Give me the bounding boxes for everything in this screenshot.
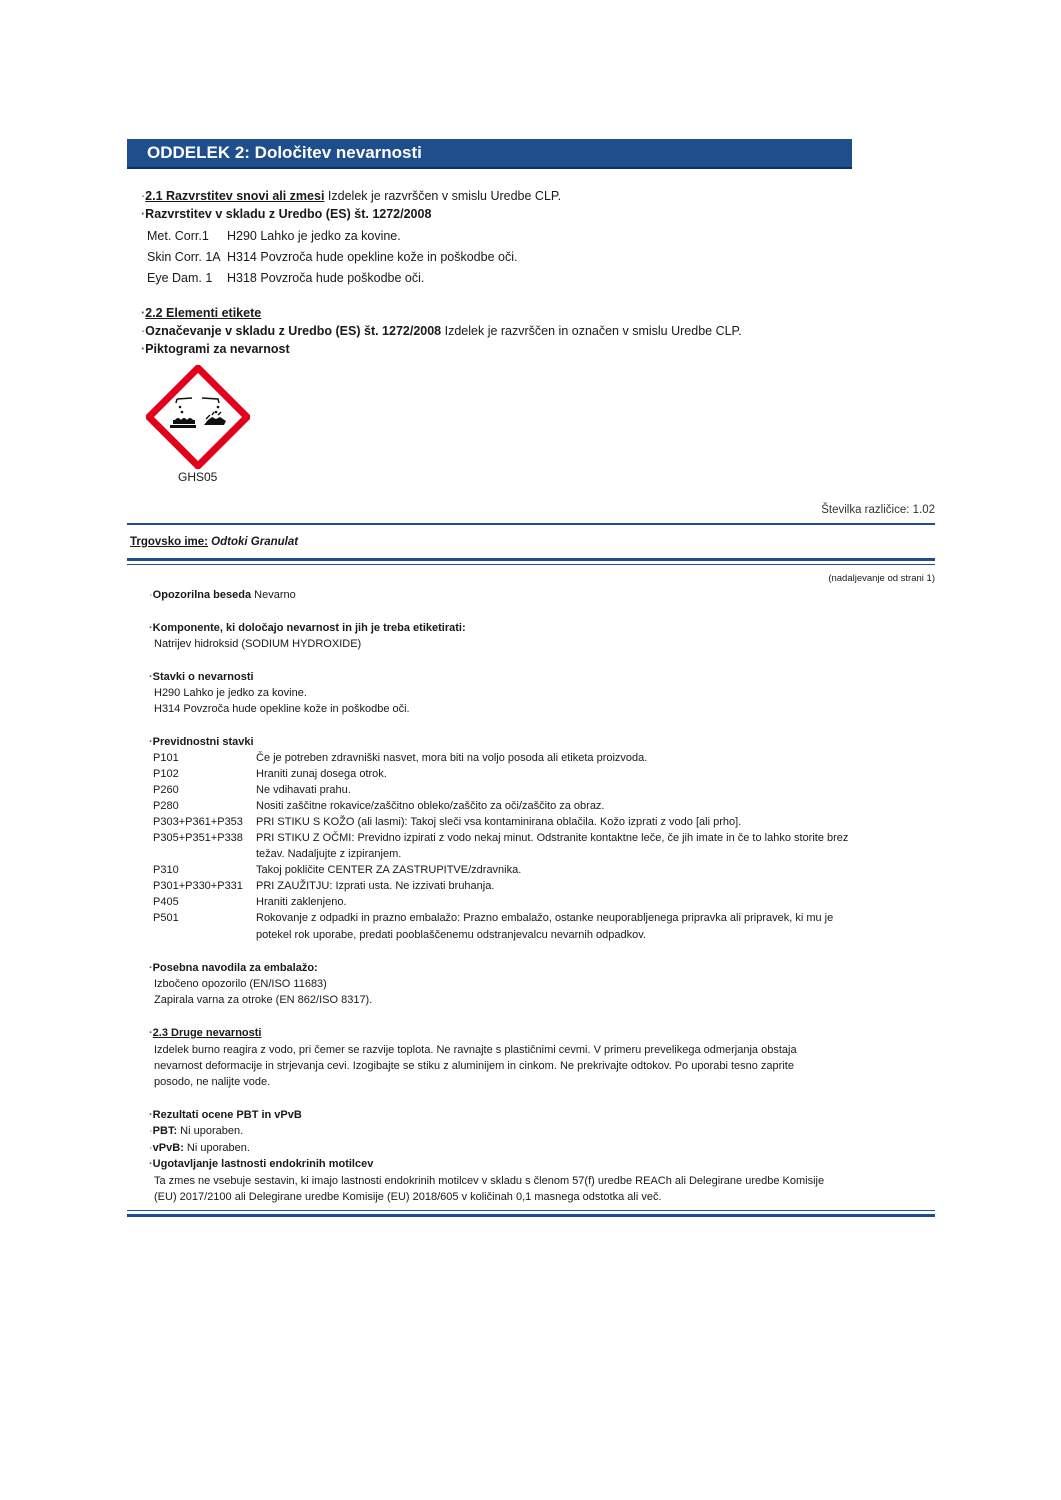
vpvb-label: vPvB: [152,1142,184,1154]
s22-heading-line: ·2.2 Elementi etikete [141,306,262,320]
s21-subheading-line: ·Razvrstitev v skladu z Uredbo (ES) št. 1272/2008 [141,207,432,221]
signal-word-value: Nevarno [254,589,296,601]
precaution-text: Hraniti zaklenjeno. [256,896,347,908]
vpvb-value: Ni uporaben. [183,1142,250,1154]
s22-labelling-text: Izdelek je razvrščen in označen v smislu Uredbe CLP. [441,324,742,338]
s22-labelling-bold: Označevanje v skladu z Uredbo (ES) št. 1272/2008 [145,324,442,338]
s22-heading: 2.2 Elementi etikete [145,306,262,320]
hazard-statement: H290 Lahko je jedko za kovine. [154,687,307,699]
s23-heading: 2.3 Druge nevarnosti [152,1027,262,1039]
trade-name-label: Trgovsko ime: [130,536,208,548]
hazard-statement: H314 Povzroča hude opekline kože in poškodbe oči. [154,703,410,715]
precaution-heading-line: ·Previdnostni stavki [149,736,254,748]
precaution-text: Nositi zaščitne rokavice/zaščitno obleko/zaščito za oči/zaščito za obraz. [256,800,605,812]
precaution-text-continued: težav. Nadaljujte z izpiranjem. [256,848,402,860]
pbt-value: Ni uporaben. [177,1125,244,1137]
precaution-code: P310 [153,864,179,876]
precaution-text: Rokovanje z odpadki in prazno embalažo: Prazno embalažo, ostanke neuporabljenega pripravka ali pripravek, ki mu je [256,912,834,924]
s23-line: posodo, ne nalijte vode. [154,1076,271,1088]
precaution-text: Hraniti zunaj dosega otrok. [256,768,387,780]
pbt-heading: Rezultati ocene PBT in vPvB [152,1109,302,1121]
precaution-code: P301+P330+P331 [153,880,243,892]
endocrine-heading-line: ·Ugotavljanje lastnosti endokrinih motilcev [149,1158,374,1170]
precaution-code: P405 [153,896,179,908]
s22-labelling-line: ·Označevanje v skladu z Uredbo (ES) št. 1272/2008 Izdelek je razvrščen in označen v smislu Uredbe CLP. [141,324,742,338]
divider-bottom-thick [127,1214,935,1217]
classification-row [147,228,401,245]
pictograms-heading-line: ·Piktogrami za nevarnost [141,342,290,356]
precaution-text-continued: potekel rok uporabe, predati pooblaščenemu odstranjevalcu nevarnih odpadkov. [256,929,646,941]
packaging-heading: Posebna navodila za embalažo: [152,962,318,974]
vpvb-line: ·vPvB: Ni uporaben. [149,1142,250,1154]
components-heading-line: ·Komponente, ki določajo nevarnost in jih je treba etiketirati: [149,622,466,634]
packaging-heading-line: ·Posebna navodila za embalažo: [149,962,318,974]
class-code: Skin Corr. 1A [147,250,221,264]
s23-line: nevarnost deformacije in strjevanja cevi. Izogibajte se stiku z aluminijem in cinkom. Ne prekrivajte odtokov. Po uporabi tesno zaprite [154,1060,794,1072]
trade-name-line [130,536,298,548]
packaging-line: Zapirala varna za otroke (EN 862/ISO 8317). [154,994,373,1006]
precaution-text: Takoj pokličite CENTER ZA ZASTRUPITVE/zdravnika. [256,864,522,876]
signal-word-label: Opozorilna beseda [152,589,252,601]
pbt-heading-line: ·Rezultati ocene PBT in vPvB [149,1109,302,1121]
precaution-code: P501 [153,912,179,924]
hazard-heading-line: ·Stavki o nevarnosti [149,671,254,683]
section-title: ODDELEK 2: Določitev nevarnosti [147,143,422,162]
class-text: H318 Povzroča hude poškodbe oči. [227,271,425,285]
class-code: Eye Dam. 1 [147,271,213,285]
precaution-code: P305+P351+P338 [153,832,243,844]
hazard-heading: Stavki o nevarnosti [152,671,254,683]
s21-line: ·2.1 Razvrstitev snovi ali zmesi Izdelek je razvrščen v smislu Uredbe CLP. [141,189,562,203]
divider-top-thin [127,564,935,565]
precaution-code: P260 [153,784,179,796]
s21-heading: 2.1 Razvrstitev snovi ali zmesi [145,189,325,203]
s21-subheading: Razvrstitev v skladu z Uredbo (ES) št. 1272/2008 [145,207,432,221]
class-text: H314 Povzroča hude opekline kože in poškodbe oči. [227,250,518,264]
pictograms-heading: Piktogrami za nevarnost [145,342,290,356]
endocrine-line: (EU) 2017/2100 ali Delegirane uredbe Komisije (EU) 2018/605 v količinah 0,1 masnega odstotka ali več. [154,1191,662,1203]
divider-bottom-thin [127,1210,935,1211]
precaution-text: Če je potreben zdravniški nasvet, mora biti na voljo posoda ali etiketa proizvoda. [256,752,648,764]
header-divider [127,523,935,525]
classification-row [147,249,517,266]
precaution-code: P280 [153,800,179,812]
precaution-code: P303+P361+P353 [153,816,243,828]
ghs05-corrosion-icon [146,365,250,469]
components-heading: Komponente, ki določajo nevarnost in jih je treba etiketirati: [152,622,466,634]
classification-row [147,270,424,287]
version-text: Številka različice: 1.02 [821,504,935,516]
precaution-text: PRI ZAUŽITJU: Izprati usta. Ne izzivati bruhanja. [256,880,495,892]
continuation-note: (nadaljevanje od strani 1) [828,573,935,584]
class-text: H290 Lahko je jedko za kovine. [227,229,401,243]
signal-word-line: ·Opozorilna beseda Nevarno [149,589,296,601]
endocrine-heading: Ugotavljanje lastnosti endokrinih motilcev [152,1158,374,1170]
pbt-line: ·PBT: Ni uporaben. [149,1125,244,1137]
precaution-code: P101 [153,752,179,764]
section-banner [127,139,852,169]
s23-heading-line: ·2.3 Druge nevarnosti [149,1027,262,1039]
precaution-text: PRI STIKU S KOŽO (ali lasmi): Takoj sleči vsa kontaminirana oblačila. Kožo izprati z vodo [ali prho]. [256,816,742,828]
s23-line: Izdelek burno reagira z vodo, pri čemer se razvije toplota. Ne ravnajte s plastičnimi cevmi. V primeru prevelikega odmerjanja obstaja [154,1044,797,1056]
trade-name-value: Odtoki Granulat [211,536,299,548]
precaution-text: PRI STIKU Z OČMI: Previdno izpirati z vodo nekaj minut. Odstranite kontaktne leče, če jih imate in če to lahko storite brez [256,832,849,844]
pbt-label: PBT: [152,1125,178,1137]
precaution-code: P102 [153,768,179,780]
endocrine-line: Ta zmes ne vsebuje sestavin, ki imajo lastnosti endokrinih motilcev v skladu s členom 57(f) uredbe REACh ali Delegirane uredbe Komisije [154,1175,825,1187]
pictogram-label: GHS05 [178,470,218,484]
precaution-heading: Previdnostni stavki [152,736,254,748]
s21-text: Izdelek je razvrščen v smislu Uredbe CLP. [324,189,562,203]
components-text: Natrijev hidroksid (SODIUM HYDROXIDE) [154,638,362,650]
class-code: Met. Corr.1 [147,229,209,243]
packaging-line: Izbočeno opozorilo (EN/ISO 11683) [154,978,327,990]
precaution-text: Ne vdihavati prahu. [256,784,351,796]
divider-top-thick [127,558,935,561]
